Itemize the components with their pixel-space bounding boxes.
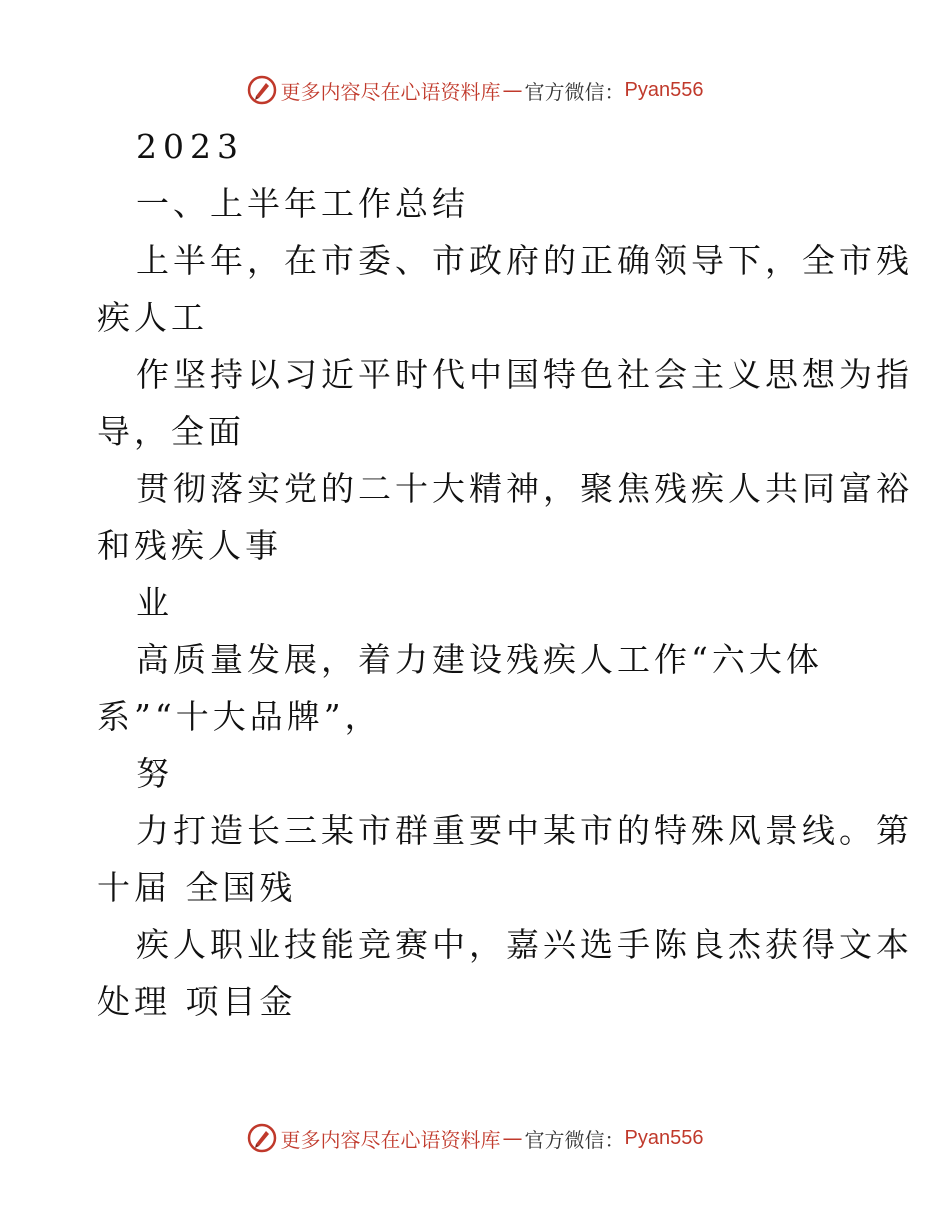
banner-separator: —: [502, 1126, 523, 1150]
paragraph-line: 处理 项目金: [97, 982, 297, 1021]
footer-banner[interactable]: [0, 1118, 950, 1158]
banner-text: 更多内容尽在心语资料库: [280, 1127, 501, 1152]
paragraph-line: 导，全面: [97, 412, 245, 451]
paragraph-line: 十届 全国残: [97, 868, 297, 907]
paragraph-line: 系”“十大品牌”，: [97, 697, 382, 736]
paragraph-line: 疾人职业技能竞赛中，嘉兴选手陈良杰获得文本: [136, 925, 913, 964]
paragraph-line: 力打造长三某市群重要中某市的特殊风景线。第: [136, 811, 913, 850]
paragraph-line: 作坚持以习近平时代中国特色社会主义思想为指: [136, 355, 913, 394]
year-heading: 2023: [136, 127, 244, 166]
banner-text: 更多内容尽在心语资料库: [280, 79, 501, 104]
wechat-label: 官方微信：: [524, 1127, 625, 1152]
header-banner[interactable]: [0, 70, 950, 110]
section-heading: 一、上半年工作总结: [136, 184, 469, 223]
pen-logo-icon: [247, 75, 277, 105]
paragraph-line: 上半年，在市委、市政府的正确领导下，全市残: [136, 241, 913, 280]
paragraph-line: 高质量发展，着力建设残疾人工作“六大体: [136, 640, 823, 679]
wechat-id: Pyan556: [624, 1126, 704, 1149]
wechat-label: 官方微信：: [524, 79, 625, 104]
wechat-id: Pyan556: [624, 78, 704, 101]
paragraph-line: 疾人工: [97, 298, 208, 337]
banner-separator: —: [502, 78, 523, 102]
paragraph-line: 和残疾人事: [97, 526, 282, 565]
paragraph-line: 贯彻落实党的二十大精神，聚焦残疾人共同富裕: [136, 469, 913, 508]
pen-logo-icon: [247, 1123, 277, 1153]
paragraph-line: 业: [136, 583, 173, 622]
document-body: [97, 118, 913, 1030]
paragraph-line: 努: [136, 754, 173, 793]
